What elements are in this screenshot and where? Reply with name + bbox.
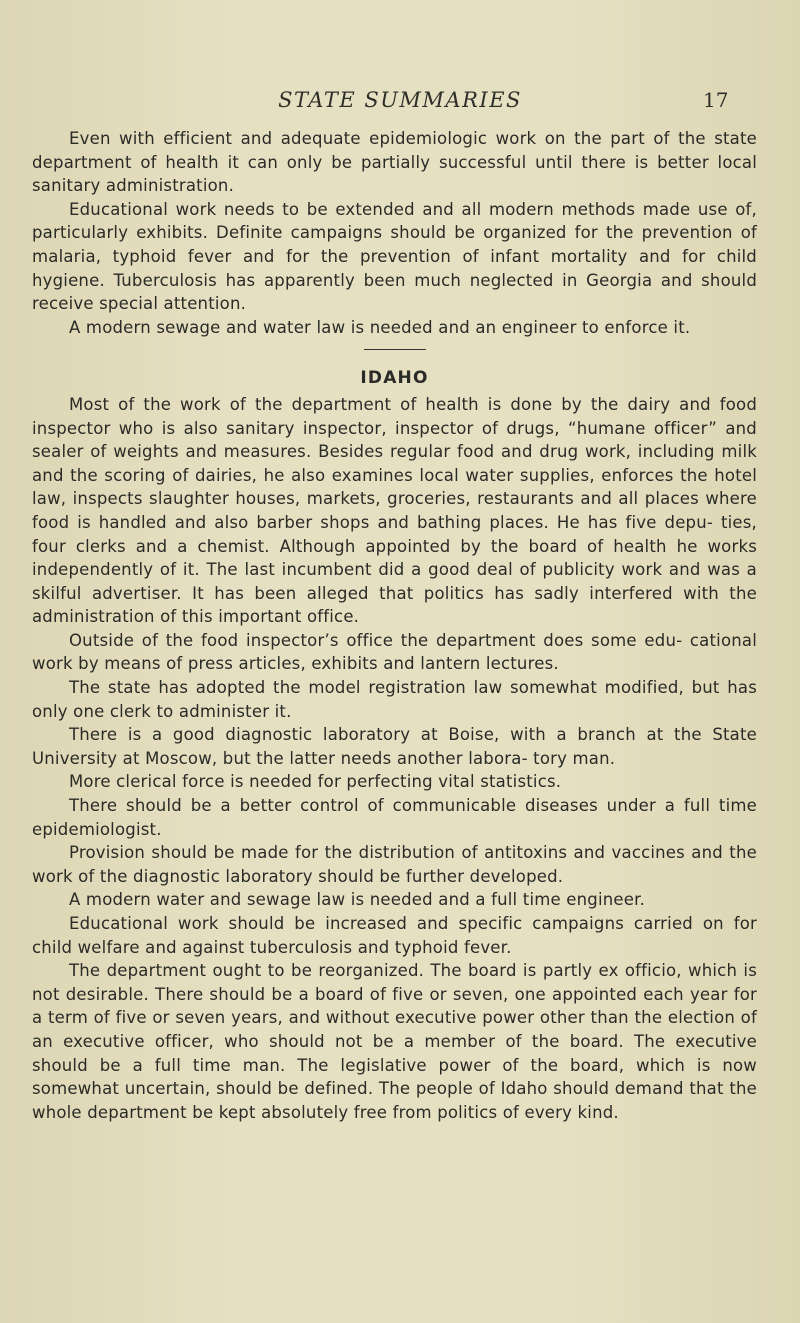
paragraph: Provision should be made for the distribution of antitoxins and vaccines and the work of the diagnostic laboratory should be further developed.: [32, 843, 757, 886]
page-header: [0, 88, 800, 118]
paragraph: The department ought to be reorganized. The board is partly ex officio, which is not desirable. There should be a board of five or seven, one appointed each year for a term of five or seven years, and without executive power other than the election of an executive officer, who should not be a member of the board. The executive should be a full time man. The legislative power of the board, which is now somewhat uncertain, should be defined. The people of Idaho should demand that the whole department be kept absolutely free from politics of every kind.: [32, 961, 757, 1122]
section-heading: IDAHO: [360, 368, 429, 389]
paragraph: Most of the work of the department of health is done by the dairy and food inspector who is also sanitary inspector, inspector of drugs, “humane officer” and sealer of weights and measures. Besides regular food and drug work, including milk and the scoring of dairies, he also examines local water supplies, enforces the hotel law, inspects slaughter houses, markets, groceries, restaurants and all places where food is handled and also barber shops and bathing places. He has five depu- ties, four clerks and a chemist. Although appointed by the board of health he works independently of it. The last incumbent did a good deal of publicity work and was a skilful advertiser. It has been alleged that politics has sadly interfered with the administration of this important office.: [32, 394, 757, 627]
paragraph: A modern sewage and water law is needed and an engineer to enforce it.: [69, 317, 691, 337]
paragraph: A modern water and sewage law is needed and a full time engineer.: [69, 890, 646, 910]
page-body: [32, 127, 757, 1124]
paragraph: The state has adopted the model registration law somewhat modified, but has only one clerk to administer it.: [32, 678, 757, 721]
paragraph: Even with efficient and adequate epidemiologic work on the part of the state department of health it can only be partially successful until there is better local sanitary administration.: [32, 129, 757, 196]
paragraph: Educational work should be increased and specific campaigns carried on for child welfare and against tuberculosis and typhoid fever.: [32, 914, 757, 957]
paragraph: Educational work needs to be extended and all modern methods made use of, particularly exhibits. Definite campaigns should be organized for the prevention of malaria, typhoid fever and for the prevention of infant mortality and for child hygiene. Tuberculosis has apparently been much neglected in Georgia and should receive special attention.: [32, 199, 757, 314]
page-number: 17: [703, 88, 729, 112]
section-divider: [364, 349, 426, 350]
paragraph: More clerical force is needed for perfecting vital statistics.: [69, 772, 562, 792]
paragraph: There is a good diagnostic laboratory at Boise, with a branch at the State University at Moscow, but the latter needs another labora- tory man.: [32, 725, 757, 768]
running-head: STATE SUMMARIES: [278, 88, 522, 112]
paragraph: Outside of the food inspector’s office the department does some edu- cational work by means of press articles, exhibits and lantern lectures.: [32, 630, 757, 674]
paragraph: There should be a better control of communicable diseases under a full time epidemiologist.: [32, 796, 757, 839]
